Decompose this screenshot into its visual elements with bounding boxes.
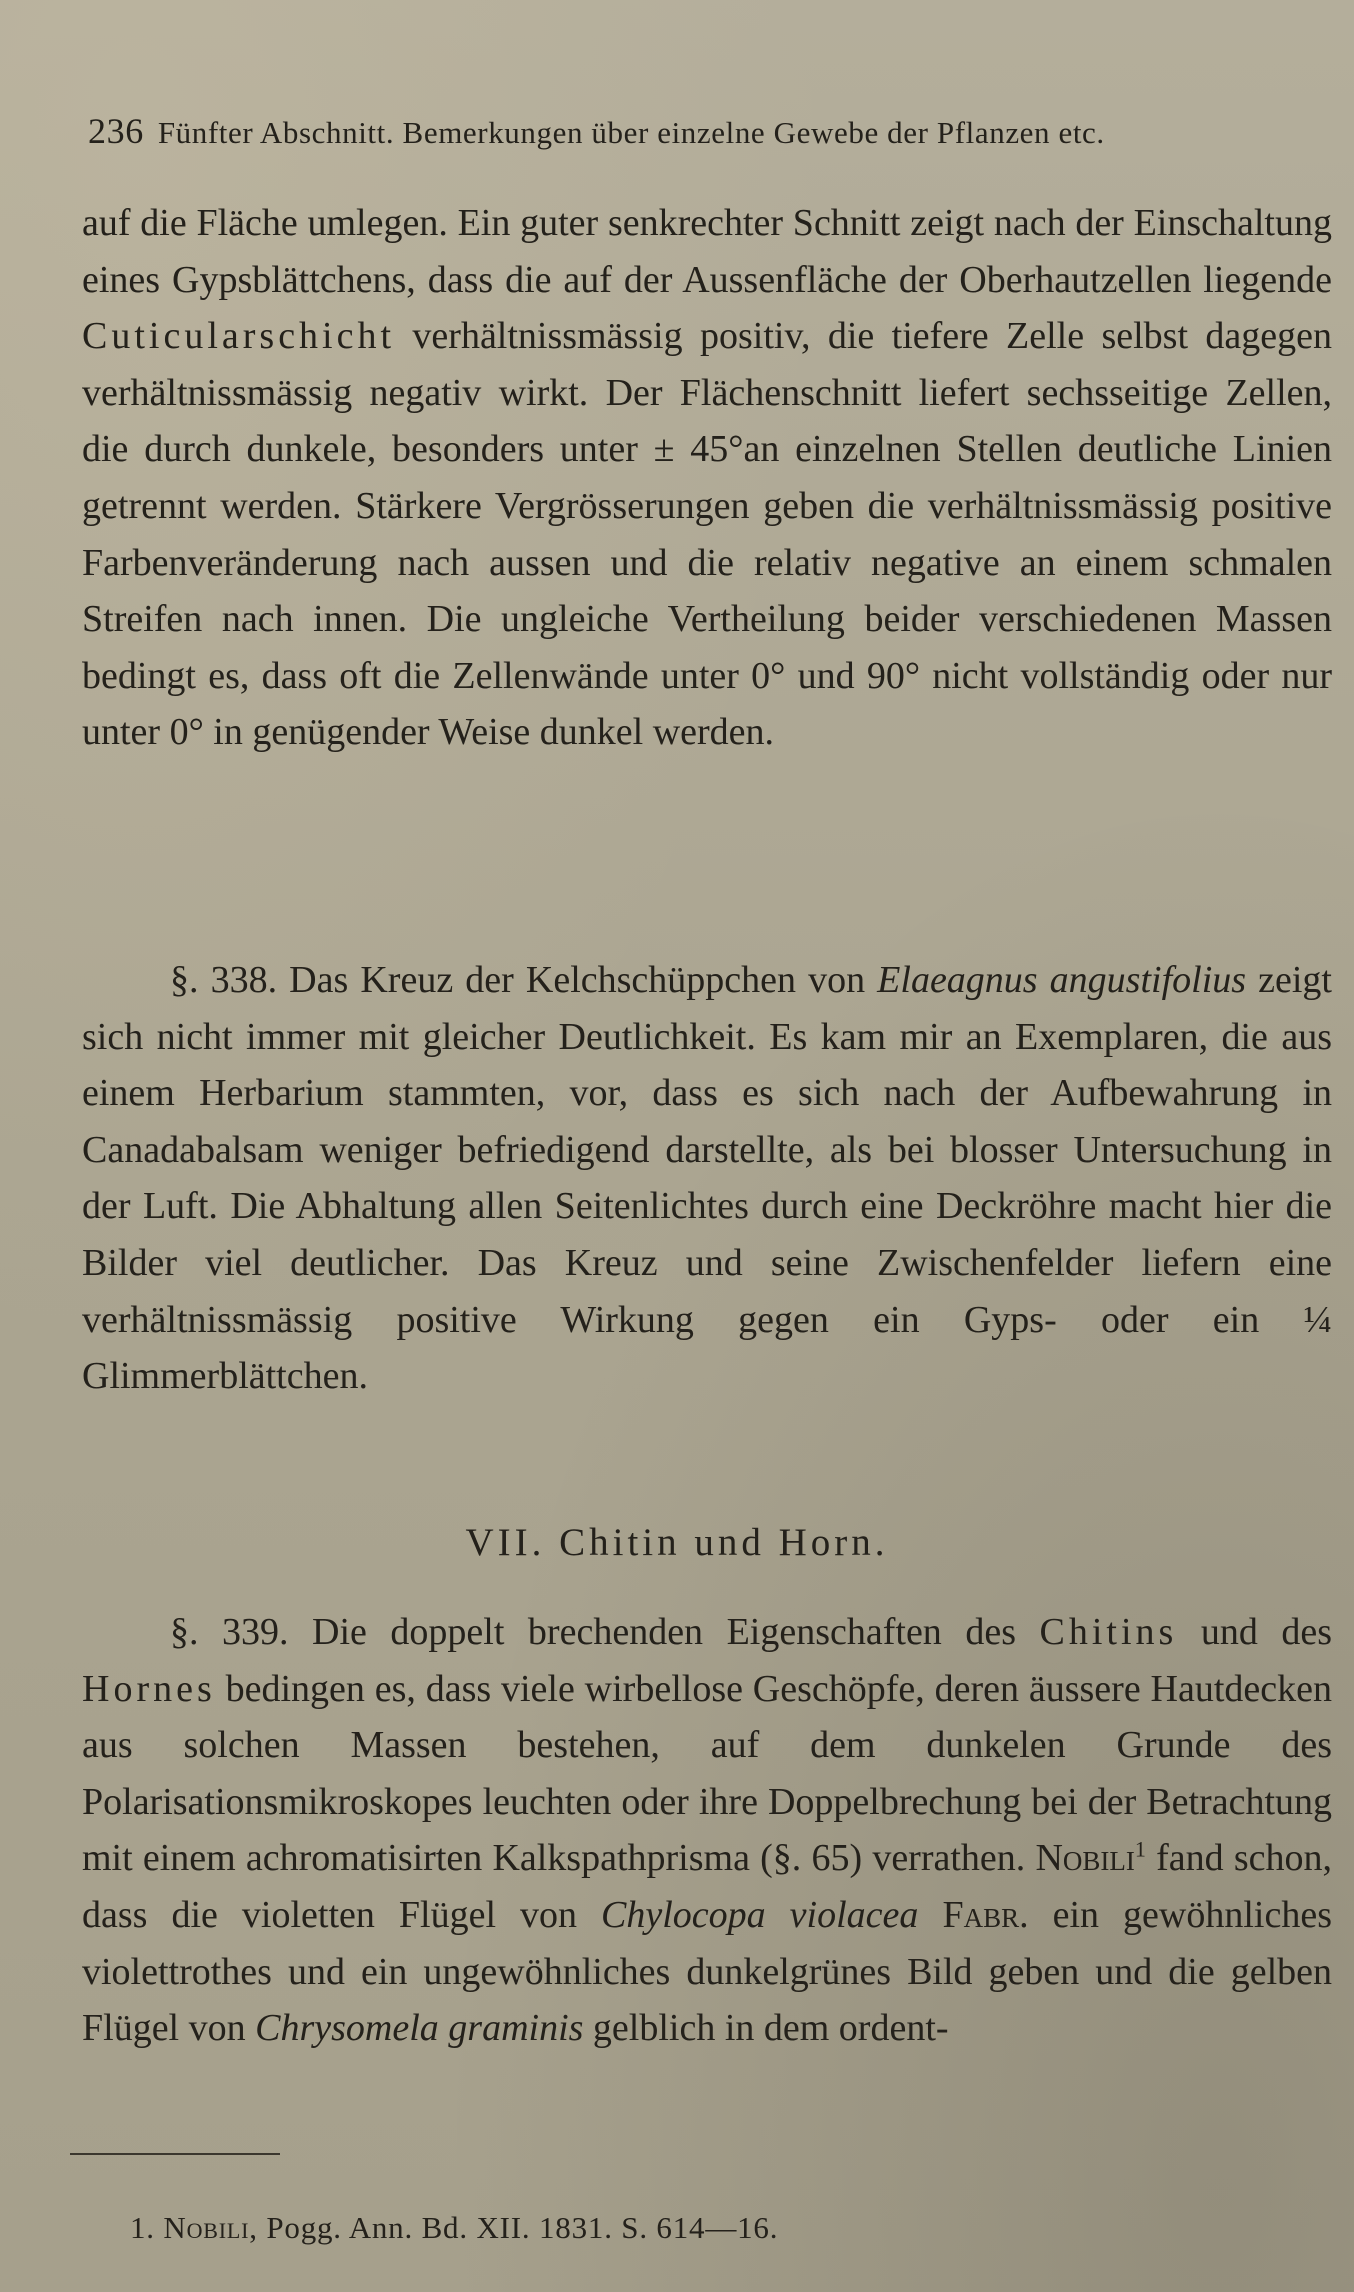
footnote-number: 1.	[130, 2210, 155, 2245]
text-run: fand schon, dass die violetten Flügel von	[82, 1837, 1332, 1936]
emphasized-term: Hornes	[82, 1667, 216, 1710]
section-number: §. 338.	[170, 959, 278, 1001]
paragraph-339	[82, 1604, 1332, 2057]
paragraph	[82, 952, 1332, 1405]
text-run: bedingen es, dass viele wirbellose Geschöpfe, deren äussere Hautdecken aus solchen Massen bestehen, auf dem dunkelen Grunde des Polarisationsmikroskopes leuchten oder ihre Doppelbrechung bei der Betrachtung mit einem achromatisirten Kalkspathprisma (§. 65) verrathen.	[82, 1667, 1332, 1880]
author-name: Nobili	[163, 2210, 250, 2245]
text-run: Die doppelt brechenden Eigenschaften des	[288, 1611, 1040, 1653]
species-name: Chylocopa violacea	[601, 1893, 919, 1936]
emphasized-term: Cuticularschicht	[82, 315, 396, 358]
text-run: verhältnissmässig positiv, die tiefere Zelle selbst dagegen verhältnissmässig negativ wirkt. Der Flächenschnitt liefert sechsseitige Zellen, die durch dunkele, besonders unter ± 45°an einzelnen Stellen deutliche Linien getrennt werden. Stärkere Vergrösserungen geben die verhältnissmässig positive Farbenveränderung nach aussen und die relativ negative an einem schmalen Streifen nach innen. Die ungleiche Vertheilung beider verschiedenen Massen bedingt es, dass oft die Zellenwände unter 0° und 90° nicht vollständig oder nur unter 0° in genügender Weise dunkel werden.	[82, 315, 1332, 754]
paragraph	[82, 1604, 1332, 2057]
page-number: 236	[88, 111, 144, 151]
paragraph-338	[82, 952, 1332, 1405]
running-header	[88, 110, 1333, 152]
text-run: und des	[1177, 1611, 1333, 1653]
author-name: Nobili	[1035, 1837, 1135, 1880]
species-name: Chrysomela graminis	[255, 2007, 584, 2050]
footnote-text: , Pogg. Ann. Bd. XII. 1831. S. 614—16.	[249, 2210, 779, 2245]
text-run: Das Kreuz der Kelchschüppchen von	[277, 959, 878, 1001]
paragraph-continued	[82, 195, 1332, 761]
section-heading: VII. Chitin und Horn.	[465, 1521, 889, 1564]
running-title: Fünfter Abschnitt. Bemerkungen über einzelne Gewebe der Pflanzen etc.	[157, 115, 1105, 150]
text-run: zeigt sich nicht immer mit gleicher Deutlichkeit. Es kam mir an Exemplaren, die aus einem Herbarium stammten, vor, dass es sich nach der Aufbewahrung in Canadabalsam weniger befriedigend darstellte, als bei blosser Untersuchung in der Luft. Die Abhaltung allen Seitenlichtes durch eine Deckröhre macht hier die Bilder viel deutlicher. Das Kreuz und seine Zwischenfelder liefern eine verhältnissmässig positive Wirkung gegen ein Gyps- oder ein ¼ Glimmerblättchen.	[82, 959, 1332, 1398]
author-name: Fabr.	[942, 1893, 1029, 1936]
text-run: gelblich in dem ordent-	[583, 2007, 949, 2050]
text-run	[918, 1894, 942, 1936]
footnote-marker[interactable]: 1	[1134, 1836, 1146, 1862]
emphasized-term: Chitins	[1039, 1611, 1178, 1653]
footnote-divider	[70, 2153, 280, 2155]
text-run: auf die Fläche umlegen. Ein guter senkrechter Schnitt zeigt nach der Einschaltung eines Gypsblättchens, dass die auf der Aussenfläche der Oberhautzellen liegende	[82, 202, 1332, 301]
text-run: ein gewöhnliches violettrothes und ein ungewöhnliches dunkelgrünes Bild geben und die gelben Flügel von	[82, 1893, 1332, 2050]
species-name: Elaeagnus angustifolius	[877, 959, 1247, 1001]
section-number: §. 339.	[170, 1611, 289, 1653]
paragraph	[82, 195, 1332, 761]
footnote	[130, 2210, 778, 2246]
